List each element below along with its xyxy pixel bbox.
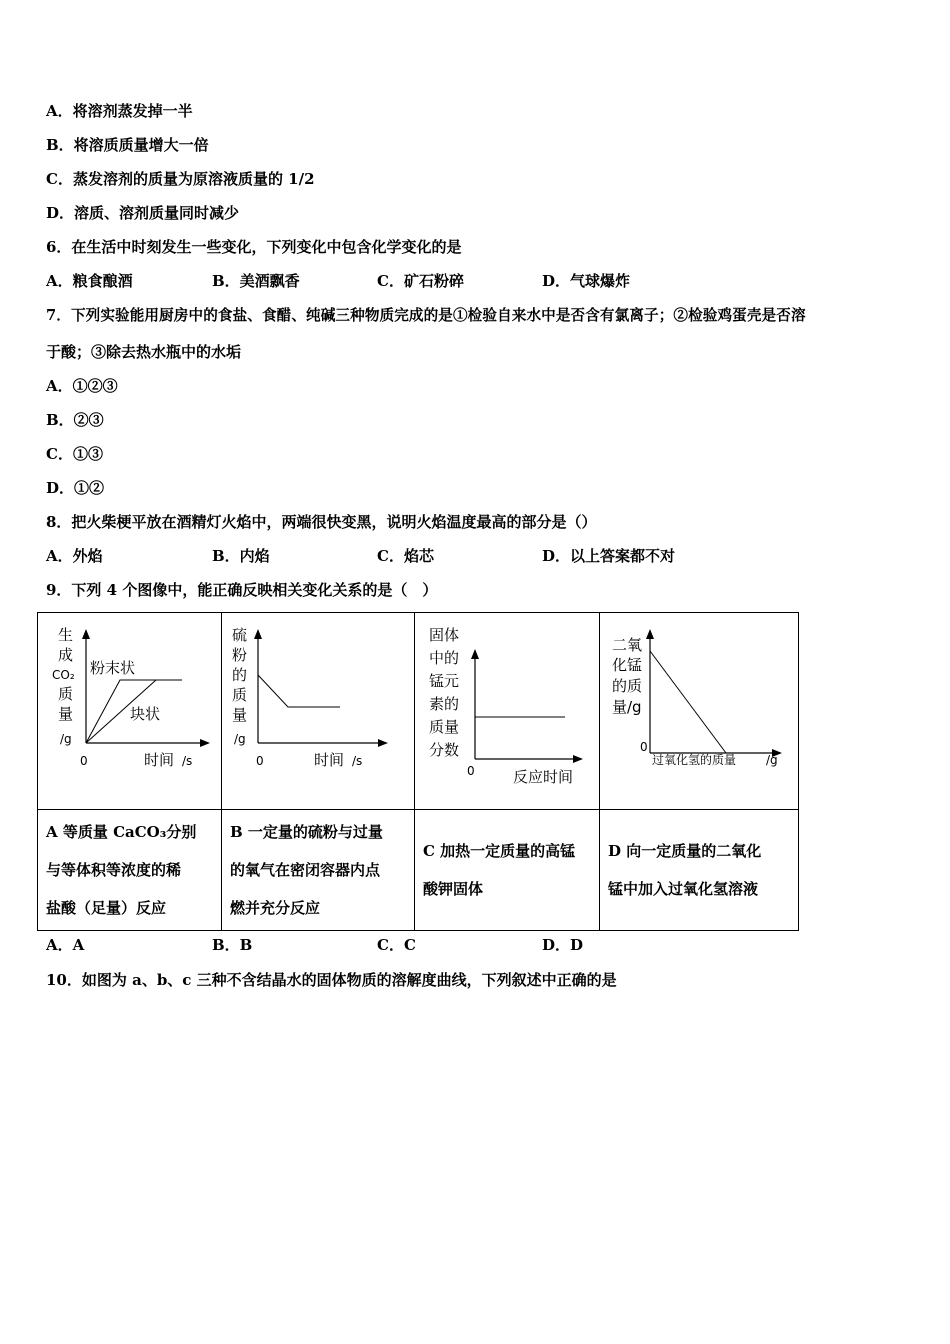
desc-c-line1: C 加热一定质量的高锰 bbox=[423, 842, 576, 860]
graph-d-plot bbox=[600, 613, 798, 809]
q7-option-c: C．①③ bbox=[46, 445, 103, 463]
graph-a-plot bbox=[38, 613, 221, 809]
q7-option-d: D．①② bbox=[46, 479, 105, 497]
graph-c-ylabel-5: 质量 bbox=[429, 718, 460, 736]
graph-a-xunit: /s bbox=[182, 754, 193, 768]
graph-a-label-lump: 块状 bbox=[130, 705, 161, 723]
desc-a-line3: 盐酸（足量）反应 bbox=[46, 899, 167, 917]
q8-stem: 8．把火柴梗平放在酒精灯火焰中，两端很快变黑，说明火焰温度最高的部分是（） bbox=[46, 513, 597, 531]
graph-c bbox=[415, 613, 600, 810]
graph-b-ylabel-6: /g bbox=[234, 732, 246, 746]
desc-d-line1: D 向一定质量的二氧化 bbox=[608, 842, 762, 860]
q9-figure-table bbox=[37, 612, 799, 931]
desc-b bbox=[222, 810, 415, 931]
graph-a-xlabel: 时间 bbox=[144, 751, 175, 769]
graph-b-x-arrow-icon bbox=[378, 739, 388, 747]
graph-c-ylabel-4: 素的 bbox=[429, 695, 460, 713]
graph-a-label-powder: 粉末状 bbox=[90, 659, 136, 677]
graph-d-origin: 0 bbox=[640, 740, 648, 754]
q6-stem: 6．在生活中时刻发生一些变化，下列变化中包含化学变化的是 bbox=[46, 238, 462, 256]
graph-b-ylabel-2: 粉 bbox=[232, 646, 248, 664]
graph-a-ylabel-4: 质 bbox=[58, 685, 74, 703]
graph-c-ylabel-3: 锰元 bbox=[429, 672, 460, 690]
desc-b-line2: 的氧气在密闭容器内点 bbox=[230, 861, 381, 879]
graph-d-curve bbox=[650, 651, 726, 753]
graph-d-ylabel-4: 量/g bbox=[612, 698, 642, 716]
desc-b-line1: B 一定量的硫粉与过量 bbox=[230, 823, 383, 841]
graph-b-ylabel-3: 的 bbox=[232, 666, 248, 684]
graph-b bbox=[222, 613, 415, 810]
graph-a bbox=[38, 613, 222, 810]
graph-a-ylabel-6: /g bbox=[60, 732, 72, 746]
desc-d bbox=[600, 810, 799, 931]
desc-d-line2: 锰中加入过氧化氢溶液 bbox=[608, 880, 759, 898]
graph-a-x-arrow-icon bbox=[200, 739, 210, 747]
graph-d-ylabel-3: 的质 bbox=[612, 677, 643, 695]
graph-d-xunit: /g bbox=[766, 753, 778, 767]
graph-b-curve bbox=[258, 675, 340, 707]
q6-option-a: A．粮食酿酒 bbox=[46, 272, 133, 290]
q6-option-c: C．矿石粉碎 bbox=[377, 272, 464, 290]
graph-c-ylabel-1: 固体 bbox=[429, 626, 460, 644]
graph-b-ylabel-5: 量 bbox=[232, 706, 248, 724]
graph-d-y-arrow-icon bbox=[646, 629, 654, 639]
q8-option-d: D．以上答案都不对 bbox=[542, 547, 676, 565]
q8-option-a: A．外焰 bbox=[46, 547, 103, 565]
graph-c-x-arrow-icon bbox=[573, 755, 583, 763]
q5-option-c: C．蒸发溶剂的质量为原溶液质量的 1/2 bbox=[46, 170, 315, 188]
q7-stem-line2: 于酸；③除去热水瓶中的水垢 bbox=[46, 343, 242, 361]
desc-a-line2: 与等体积等浓度的稀 bbox=[46, 861, 182, 879]
graph-d-ylabel-2: 化锰 bbox=[612, 656, 643, 674]
graph-a-ylabel-5: 量 bbox=[58, 705, 74, 723]
q6-option-d: D．气球爆炸 bbox=[542, 272, 631, 290]
q5-option-b: B．将溶质质量增大一倍 bbox=[46, 136, 209, 154]
graph-d-ylabel-1: 二氧 bbox=[612, 636, 643, 654]
graph-a-ylabel-3: CO₂ bbox=[52, 668, 75, 682]
graph-b-ylabel-1: 硫 bbox=[232, 626, 248, 644]
q7-option-a: A．①②③ bbox=[46, 377, 118, 395]
graph-c-xlabel: 反应时间 bbox=[513, 768, 574, 786]
q9-option-a: A．A bbox=[46, 936, 85, 954]
desc-c-line2: 酸钾固体 bbox=[423, 880, 484, 898]
graph-a-ylabel-2: 成 bbox=[58, 646, 74, 664]
desc-b-line3: 燃并充分反应 bbox=[230, 899, 321, 917]
graph-d bbox=[600, 613, 799, 810]
desc-a bbox=[38, 810, 222, 931]
q9-option-c: C．C bbox=[377, 936, 416, 954]
graph-c-origin: 0 bbox=[467, 764, 475, 778]
graph-a-ylabel-1: 生 bbox=[58, 626, 74, 644]
graph-c-y-arrow-icon bbox=[471, 649, 479, 659]
q6-option-b: B．美酒飘香 bbox=[212, 272, 300, 290]
q9-option-b: B．B bbox=[212, 936, 253, 954]
desc-a-line1: A 等质量 CaCO₃分别 bbox=[46, 823, 197, 841]
q7-stem-line1: 7．下列实验能用厨房中的食盐、食醋、纯碱三种物质完成的是①检验自来水中是否含有氯离子；②检验鸡蛋壳是否溶 bbox=[46, 307, 806, 324]
graph-b-ylabel-4: 质 bbox=[232, 686, 248, 704]
q5-option-a: A．将溶剂蒸发掉一半 bbox=[46, 102, 193, 120]
q9-option-d: D．D bbox=[542, 936, 584, 954]
q8-option-b: B．内焰 bbox=[212, 547, 270, 565]
graph-b-y-arrow-icon bbox=[254, 629, 262, 639]
graph-b-plot bbox=[222, 613, 414, 809]
graph-b-xlabel: 时间 bbox=[314, 751, 345, 769]
q10-stem: 10．如图为 a、b、c 三种不含结晶水的固体物质的溶解度曲线，下列叙述中正确的是 bbox=[46, 971, 617, 989]
graph-d-xlabel: 过氧化氢的质量 bbox=[652, 753, 737, 767]
q7-option-b: B．②③ bbox=[46, 411, 104, 429]
graph-c-ylabel-2: 中的 bbox=[429, 649, 460, 667]
desc-c bbox=[415, 810, 600, 931]
graph-c-ylabel-6: 分数 bbox=[429, 741, 460, 759]
graph-b-xunit: /s bbox=[352, 754, 363, 768]
graph-c-plot bbox=[415, 613, 599, 809]
q5-option-d: D．溶质、溶剂质量同时减少 bbox=[46, 204, 240, 222]
graph-a-origin: 0 bbox=[80, 754, 88, 768]
q8-option-c: C．焰芯 bbox=[377, 547, 434, 565]
q9-stem: 9．下列 4 个图像中，能正确反映相关变化关系的是（ ） bbox=[46, 581, 438, 599]
graph-a-y-arrow-icon bbox=[82, 629, 90, 639]
graph-b-origin: 0 bbox=[256, 754, 264, 768]
